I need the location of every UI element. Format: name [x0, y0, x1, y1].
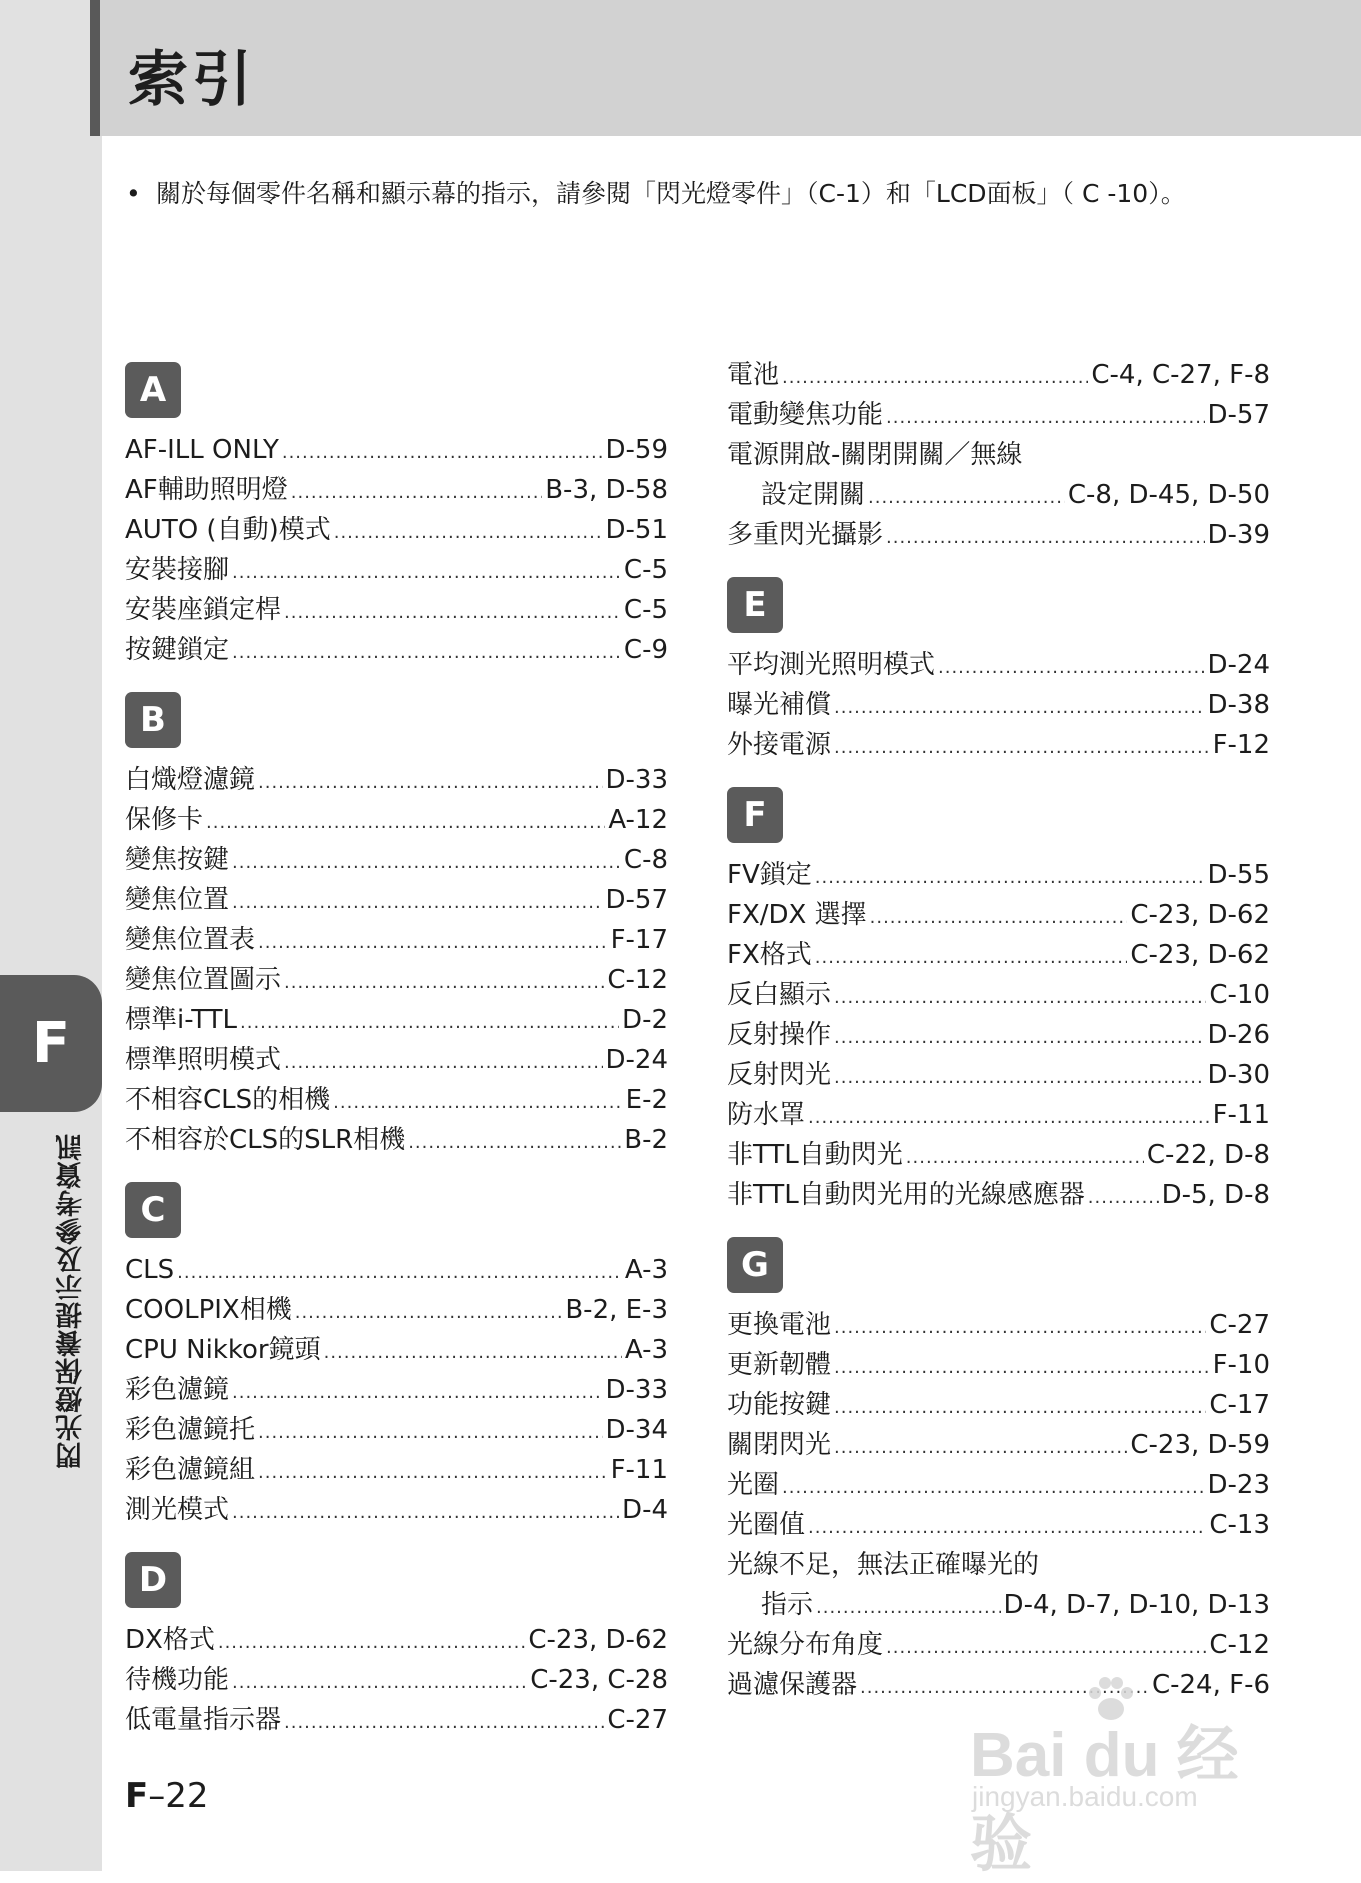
index-page-ref: D-24	[1207, 650, 1270, 680]
index-term: AF-ILL ONLY	[125, 435, 279, 465]
index-entry	[125, 960, 668, 1000]
index-entry	[727, 395, 1270, 435]
index-entry	[727, 685, 1270, 725]
dot-leader	[258, 923, 608, 963]
index-term: 設定開關	[761, 480, 866, 510]
header-band	[90, 0, 1361, 136]
index-term: 平均測光照明模式	[727, 650, 936, 680]
index-page-ref: F-10	[1212, 1350, 1270, 1380]
dot-leader	[870, 898, 1128, 938]
dot-leader	[782, 358, 1088, 398]
index-term: 非TTL自動閃光用的光線感應器	[727, 1180, 1085, 1210]
index-entry	[727, 645, 1270, 685]
index-page-ref: C-12	[607, 965, 668, 995]
index-term: 關閉閃光	[727, 1430, 832, 1460]
dot-leader	[295, 1293, 563, 1333]
dot-leader	[408, 1123, 621, 1163]
dot-leader	[258, 763, 602, 803]
dot-leader	[906, 1138, 1144, 1178]
index-page-ref: C-27	[607, 1705, 668, 1735]
index-entry	[727, 1465, 1270, 1505]
index-page-ref: D-38	[1207, 690, 1270, 720]
index-term: 反射閃光	[727, 1060, 832, 1090]
index-term: 光圈值	[727, 1510, 806, 1540]
dot-leader	[886, 518, 1204, 558]
section-letter-badge: G	[727, 1237, 783, 1293]
index-entry	[125, 430, 668, 470]
index-entry	[727, 1385, 1270, 1425]
index-page-ref: C-23, D-59	[1130, 1430, 1270, 1460]
dot-leader	[834, 1348, 1210, 1388]
dot-leader	[282, 433, 603, 473]
index-term: 多重閃光攝影	[727, 520, 884, 550]
dot-leader	[834, 1058, 1204, 1098]
dot-leader	[834, 728, 1210, 768]
index-page-ref: C-8	[623, 845, 668, 875]
index-entry	[125, 1330, 668, 1370]
index-section	[727, 1237, 1270, 1705]
index-entry	[125, 880, 668, 920]
index-entry	[125, 630, 668, 670]
index-page-ref: C-23, C-28	[530, 1665, 668, 1695]
dot-leader	[232, 1493, 619, 1533]
index-page-ref: F-12	[1212, 730, 1270, 760]
index-page-ref: F-11	[610, 1455, 668, 1485]
index-term: 光圈	[727, 1470, 780, 1500]
index-entry	[727, 1055, 1270, 1095]
index-section	[727, 577, 1270, 765]
index-term: 反白顯示	[727, 980, 832, 1010]
dot-leader	[868, 478, 1065, 518]
dot-leader	[258, 1413, 602, 1453]
index-section	[125, 1552, 668, 1740]
index-term: 更換電池	[727, 1310, 832, 1340]
index-entry	[125, 1370, 668, 1410]
index-page-ref: D-55	[1207, 860, 1270, 890]
index-term: 曝光補償	[727, 690, 832, 720]
index-term: 安裝座鎖定桿	[125, 595, 282, 625]
index-page-ref: C-5	[623, 595, 668, 625]
page-number	[125, 1776, 209, 1816]
dot-leader	[1088, 1178, 1159, 1218]
index-entry	[727, 935, 1270, 975]
dot-leader	[886, 398, 1204, 438]
dot-leader	[834, 1308, 1206, 1348]
index-term: FX/DX 選擇	[727, 900, 867, 930]
index-term: FV鎖定	[727, 860, 812, 890]
index-term: 過濾保護器	[727, 1670, 858, 1700]
index-page-ref: C-27	[1209, 1310, 1270, 1340]
index-page-ref: D-26	[1207, 1020, 1270, 1050]
section-letter-badge: F	[727, 787, 783, 843]
index-term: 外接電源	[727, 730, 832, 760]
index-term: DX格式	[125, 1625, 215, 1655]
index-section	[727, 355, 1270, 555]
index-term: 功能按鍵	[727, 1390, 832, 1420]
index-section	[125, 362, 668, 670]
dot-leader	[284, 963, 604, 1003]
index-term: 彩色濾鏡	[125, 1375, 230, 1405]
dot-leader	[938, 648, 1204, 688]
index-entry	[125, 1660, 668, 1700]
index-term: 光線分布角度	[727, 1630, 884, 1660]
dot-leader	[782, 1468, 1204, 1508]
index-page-ref: C-23, D-62	[528, 1625, 668, 1655]
index-page-ref: C-23, D-62	[1130, 900, 1270, 930]
index-entry	[727, 1585, 1270, 1625]
index-term: COOLPIX相機	[125, 1295, 292, 1325]
index-page-ref: C-22, D-8	[1146, 1140, 1270, 1170]
index-term: 電池	[727, 360, 780, 390]
dot-leader	[232, 553, 621, 593]
index-entry	[727, 1135, 1270, 1175]
dot-leader	[206, 803, 605, 843]
index-section	[125, 1182, 668, 1530]
index-term: 變焦按鍵	[125, 845, 230, 875]
index-term: 防水罩	[727, 1100, 806, 1130]
index-term: 不相容於CLS的SLR相機	[125, 1125, 406, 1155]
dot-leader	[834, 978, 1206, 1018]
index-page-ref: B-2, E-3	[565, 1295, 668, 1325]
index-term: 安裝接腳	[125, 555, 230, 585]
section-letter-badge: B	[125, 692, 181, 748]
index-term: 光線不足，無法正確曝光的	[727, 1550, 1040, 1580]
index-term: 指示	[761, 1590, 814, 1620]
section-tab: F	[0, 975, 102, 1112]
dot-leader	[284, 1703, 604, 1743]
index-entry	[125, 1620, 668, 1660]
index-entry	[125, 1000, 668, 1040]
baidu-watermark	[960, 1675, 1280, 1879]
dot-leader	[808, 1508, 1206, 1548]
index-entry	[727, 1505, 1270, 1545]
index-entry	[125, 1450, 668, 1490]
index-page-ref: C-5	[623, 555, 668, 585]
index-term: 更新韌體	[727, 1350, 832, 1380]
dot-leader	[232, 1663, 527, 1703]
dot-leader	[232, 1373, 602, 1413]
index-page-ref: B-2	[624, 1125, 668, 1155]
page-number-value: –22	[148, 1776, 209, 1816]
index-page-ref: D-4, D-7, D-10, D-13	[1003, 1590, 1270, 1620]
index-term: 標準i-TTL	[125, 1005, 238, 1035]
index-page-ref: D-34	[605, 1415, 668, 1445]
index-entry	[125, 470, 668, 510]
index-page-ref: E-2	[625, 1085, 668, 1115]
dot-leader	[333, 1083, 622, 1123]
dot-leader	[258, 1453, 608, 1493]
index-entry	[125, 1080, 668, 1120]
index-entry	[727, 1015, 1270, 1055]
bullet-icon: •	[126, 179, 141, 208]
index-entry	[727, 1305, 1270, 1345]
index-term: CLS	[125, 1255, 175, 1285]
index-entry	[125, 1040, 668, 1080]
index-term: 按鍵鎖定	[125, 635, 230, 665]
index-term: 白熾燈濾鏡	[125, 765, 256, 795]
index-term: CPU Nikkor鏡頭	[125, 1335, 321, 1365]
index-entry	[125, 1700, 668, 1740]
index-term: 保修卡	[125, 805, 204, 835]
index-term: 變焦位置	[125, 885, 230, 915]
dot-leader	[324, 1333, 622, 1373]
dot-leader	[232, 883, 602, 923]
dot-leader	[240, 1003, 619, 1043]
intro-text: 關於每個零件名稱和顯示幕的指示，請參閱「閃光燈零件」（C-1）和「LCD面板」（ C -10）。	[156, 179, 1186, 208]
section-letter-badge: D	[125, 1552, 181, 1608]
index-page-ref: C-4, C-27, F-8	[1091, 360, 1270, 390]
index-term: 反射操作	[727, 1020, 832, 1050]
index-entry	[727, 1545, 1270, 1585]
dot-leader	[334, 513, 603, 553]
index-entry	[125, 800, 668, 840]
index-entry	[727, 1095, 1270, 1135]
index-entry	[727, 515, 1270, 555]
index-page-ref: C-10	[1209, 980, 1270, 1010]
index-term: AUTO (自動)模式	[125, 515, 331, 545]
index-page-ref: F-11	[1212, 1100, 1270, 1130]
index-section	[727, 787, 1270, 1215]
index-page-ref: D-39	[1207, 520, 1270, 550]
index-page-ref: D-33	[605, 1375, 668, 1405]
index-entry	[727, 1425, 1270, 1465]
index-page-ref: C-23, D-62	[1130, 940, 1270, 970]
dot-leader	[218, 1623, 526, 1663]
index-entry	[125, 1290, 668, 1330]
section-letter-badge: C	[125, 1182, 181, 1238]
side-margin-strip	[0, 0, 102, 1871]
index-term: 不相容CLS的相機	[125, 1085, 331, 1115]
index-term: 變焦位置圖示	[125, 965, 282, 995]
index-entry	[727, 1345, 1270, 1385]
index-term: 低電量指示器	[125, 1705, 282, 1735]
index-page-ref: A-3	[624, 1255, 668, 1285]
index-page-ref: A-3	[624, 1335, 668, 1365]
index-entry	[125, 760, 668, 800]
index-page-ref: D-51	[605, 515, 668, 545]
section-letter-badge: A	[125, 362, 181, 418]
dot-leader	[284, 593, 621, 633]
index-entry	[125, 840, 668, 880]
watermark-brand: Bai du 经验	[970, 1721, 1239, 1879]
index-entry	[125, 590, 668, 630]
index-page-ref: B-3, D-58	[545, 475, 668, 505]
index-page-ref: C-12	[1209, 1630, 1270, 1660]
index-entry	[727, 435, 1270, 475]
index-entry	[125, 510, 668, 550]
dot-leader	[834, 688, 1204, 728]
dot-leader	[177, 1253, 622, 1293]
index-page-ref: C-24, F-6	[1151, 1670, 1270, 1700]
index-page-ref: D-5, D-8	[1161, 1180, 1270, 1210]
index-page-ref: C-17	[1209, 1390, 1270, 1420]
index-entry	[125, 920, 668, 960]
index-entry	[125, 1490, 668, 1530]
dot-leader	[816, 1588, 1001, 1628]
dot-leader	[815, 858, 1205, 898]
dot-leader	[834, 1388, 1206, 1428]
index-page-ref: D-23	[1207, 1470, 1270, 1500]
index-page-ref: A-12	[608, 805, 668, 835]
index-page-ref: D-4	[622, 1495, 668, 1525]
index-column-left	[125, 344, 668, 1762]
section-letter-badge: E	[727, 577, 783, 633]
section-side-label: 閃光燈保養提示及參考資訊	[56, 1133, 87, 1469]
index-term: 標準照明模式	[125, 1045, 282, 1075]
page-number-section: F	[125, 1776, 149, 1816]
index-page-ref: D-57	[605, 885, 668, 915]
header-accent-rule	[90, 0, 100, 136]
index-term: 待機功能	[125, 1665, 230, 1695]
index-page-ref: F-17	[610, 925, 668, 955]
index-entry	[125, 550, 668, 590]
dot-leader	[808, 1098, 1210, 1138]
index-term: FX格式	[727, 940, 812, 970]
index-entry	[727, 475, 1270, 515]
index-entry	[727, 1175, 1270, 1215]
index-page-ref: D-2	[622, 1005, 668, 1035]
index-term: 電源開啟-關閉開關／無線	[727, 440, 1023, 470]
index-term: AF輔助照明燈	[125, 475, 288, 505]
index-entry	[727, 355, 1270, 395]
dot-leader	[284, 1043, 602, 1083]
index-column-right	[727, 355, 1270, 1727]
index-page-ref: D-33	[605, 765, 668, 795]
index-section	[125, 692, 668, 1160]
index-term: 電動變焦功能	[727, 400, 884, 430]
dot-leader	[834, 1428, 1127, 1468]
index-entry	[727, 1625, 1270, 1665]
index-page-ref: C-8, D-45, D-50	[1067, 480, 1270, 510]
dot-leader	[291, 473, 542, 513]
index-entry	[727, 895, 1270, 935]
index-term: 彩色濾鏡托	[125, 1415, 256, 1445]
index-page-ref: D-30	[1207, 1060, 1270, 1090]
watermark-url: jingyan.baidu.com	[972, 1781, 1198, 1812]
index-entry	[727, 855, 1270, 895]
dot-leader	[232, 843, 621, 883]
index-term: 非TTL自動閃光	[727, 1140, 903, 1170]
index-term: 測光模式	[125, 1495, 230, 1525]
index-entry	[125, 1120, 668, 1160]
index-page-ref: C-13	[1209, 1510, 1270, 1540]
index-page-ref: C-9	[623, 635, 668, 665]
dot-leader	[886, 1628, 1206, 1668]
index-term: 變焦位置表	[125, 925, 256, 955]
index-entry	[727, 725, 1270, 765]
index-entry	[125, 1250, 668, 1290]
index-page-ref: D-57	[1207, 400, 1270, 430]
index-entry	[125, 1410, 668, 1450]
dot-leader	[232, 633, 621, 673]
dot-leader	[815, 938, 1128, 978]
index-page-ref: D-59	[605, 435, 668, 465]
page-title: 索引	[128, 45, 256, 115]
dot-leader	[834, 1018, 1204, 1058]
index-page-ref: D-24	[605, 1045, 668, 1075]
index-term: 彩色濾鏡組	[125, 1455, 256, 1485]
index-entry	[727, 975, 1270, 1015]
